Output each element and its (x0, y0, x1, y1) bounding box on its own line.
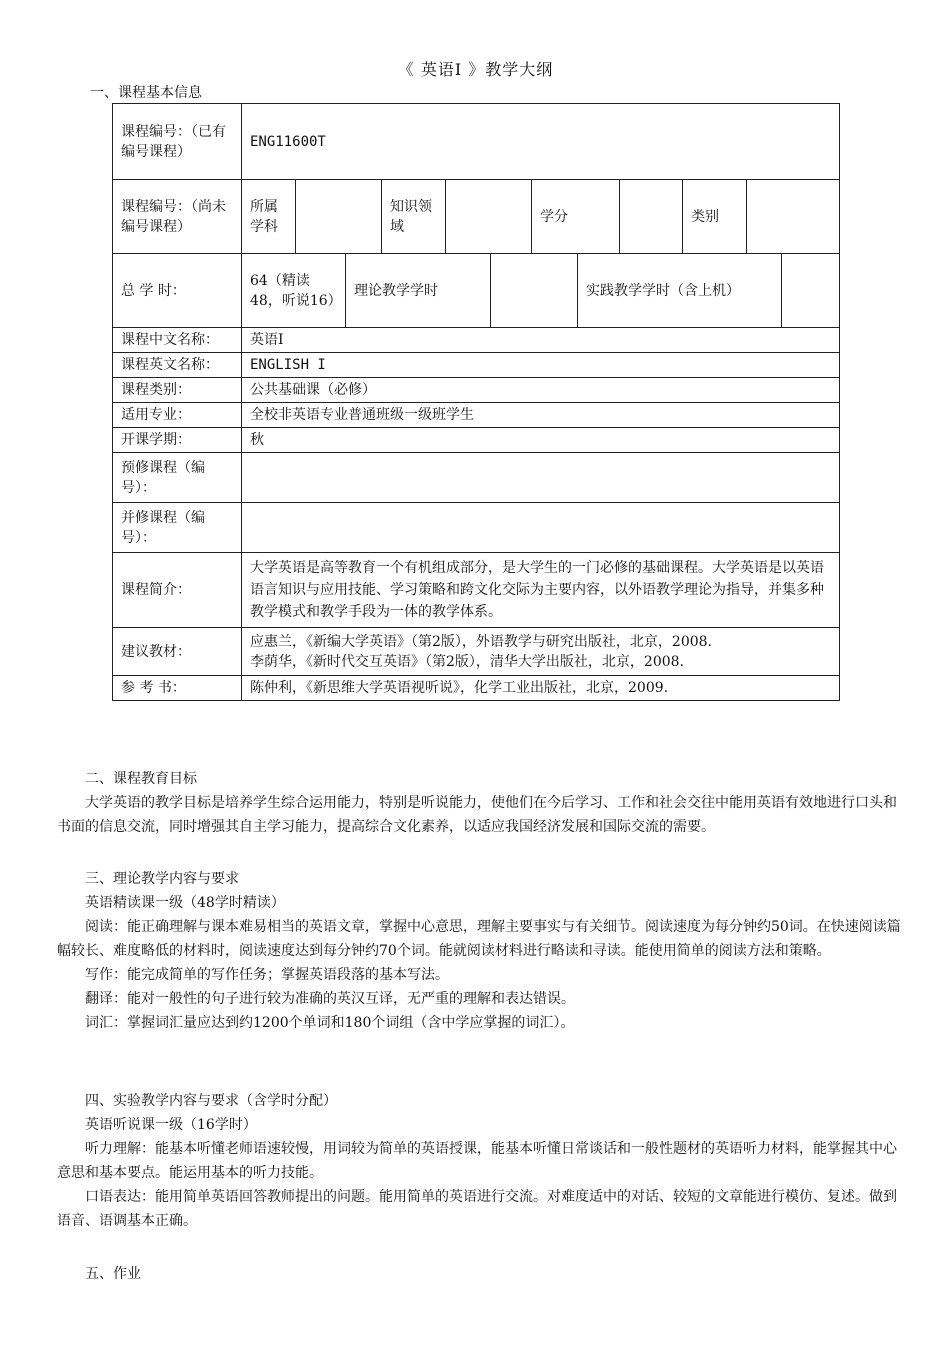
section-3-vocab: 词汇：掌握词汇量应达到约1200个单词和180个词组（含中学应掌握的词汇）。 (85, 1015, 575, 1031)
major-label: 适用专业： (113, 403, 242, 428)
practice-value (782, 254, 840, 327)
en-name-value: ENGLISH I (242, 353, 840, 378)
code-new-row (242, 180, 840, 254)
page-title: 《 英语I 》教学大纲 (397, 60, 554, 79)
section-1-heading: 一、课程基本信息 (90, 85, 202, 101)
category-label: 课程类别： (113, 378, 242, 403)
section-4-speaking: 口语表达：能用简单英语回答教师提出的问题。能用简单的英语进行交流。对难度适中的对话、较短的文章能进行模仿、复述。做到语音、语调基本正确。 (57, 1189, 897, 1229)
credit-label: 学分 (532, 180, 620, 253)
section-2-body: 大学英语的教学目标是培养学生综合运用能力，特别是听说能力，使他们在今后学习、工作和社会交往中能用英语有效地进行口头和书面的信息交流，同时增强其自主学习能力，提高综合文化素养，以适应我国经济发展和国际交流的需要。 (57, 795, 897, 835)
type-value (747, 180, 840, 253)
intro-label: 课程简介： (113, 553, 242, 628)
theory-label: 理论教学学时 (346, 254, 491, 327)
category-value: 公共基础课（必修） (242, 378, 840, 403)
credit-value (620, 180, 683, 253)
major-value: 全校非英语专业普通班级一级班学生 (242, 403, 840, 428)
intro-value: 大学英语是高等教育一个有机组成部分，是大学生的一门必修的基础课程。大学英语是以英语语言知识与应用技能、学习策略和跨文化交际为主要内容，以外语教学理论为指导，并集多种教学模式和教学手段为一体的教学体系。 (242, 553, 840, 628)
textbook-label: 建议教材： (113, 628, 242, 676)
dept-value (296, 180, 382, 253)
coreq-value (242, 503, 840, 553)
ref-value: 陈仲利，《新思维大学英语视听说》，化学工业出版社，北京，2009. (242, 676, 840, 701)
term-value: 秋 (242, 428, 840, 453)
section-2-heading: 二、课程教育目标 (85, 771, 197, 787)
hours-row (242, 254, 840, 328)
theory-value (491, 254, 578, 327)
textbook-2: 李荫华，《新时代交互英语》（第2版），清华大学出版社，北京，2008. (250, 653, 684, 670)
code-existing-value: ENG11600T (242, 104, 840, 180)
en-name-label: 课程英文名称： (113, 353, 242, 378)
section-3-heading: 三、理论教学内容与要求 (85, 871, 239, 887)
cn-name-value: 英语I (242, 328, 840, 353)
code-existing-label: 课程编号：（已有编号课程） (113, 104, 242, 180)
term-label: 开课学期： (113, 428, 242, 453)
section-3-reading: 阅读：能正确理解与课本难易相当的英语文章，掌握中心意思，理解主要事实与有关细节。阅读速度为每分钟约50词。在快速阅读篇幅较长、难度略低的材料时，阅读速度达到每分钟约70个词。能就阅读材料进行略读和寻读。能使用简单的阅读方法和策略。 (57, 919, 901, 959)
section-4 (57, 1089, 902, 1233)
dept-label: 所属学科 (250, 198, 278, 235)
section-3-translation: 翻译：能对一般性的句子进行较为准确的英汉互译，无严重的理解和表达错误。 (85, 991, 575, 1007)
cn-name-label: 课程中文名称： (113, 328, 242, 353)
practice-label: 实践教学学时（含上机） (578, 254, 782, 327)
section-4-heading: 四、实验教学内容与要求（含学时分配） (85, 1093, 337, 1109)
course-info-table (112, 103, 840, 701)
section-3-writing: 写作：能完成简单的写作任务；掌握英语段落的基本写法。 (85, 967, 449, 983)
hours-label: 总 学 时： (113, 254, 242, 328)
section-3 (57, 867, 902, 1035)
section-5-heading: 五、作业 (85, 1266, 141, 1282)
coreq-label: 并修课程（编号）： (113, 503, 242, 553)
code-new-label: 课程编号：（尚未编号课程） (113, 180, 242, 254)
field-label: 知识领域 (382, 180, 446, 253)
field-value (446, 180, 532, 253)
ref-label: 参 考 书： (113, 676, 242, 701)
prereq-label: 预修课程（编号）： (113, 453, 242, 503)
textbook-cell (242, 628, 840, 676)
type-label: 类别 (683, 180, 747, 253)
section-2 (57, 767, 902, 839)
prereq-value (242, 453, 840, 503)
hours-value: 64（精读48，听说16） (250, 272, 342, 309)
textbook-1: 应惠兰，《新编大学英语》（第2版），外语教学与研究出版社，北京，2008. (250, 633, 712, 650)
section-5 (57, 1262, 902, 1286)
section-4-sub: 英语听说课一级（16学时） (85, 1117, 257, 1133)
section-3-sub: 英语精读课一级（48学时精读） (85, 895, 285, 911)
section-4-listening: 听力理解：能基本听懂老师语速较慢，用词较为简单的英语授课，能基本听懂日常谈话和一般性题材的英语听力材料，能掌握其中心意思和基本要点。能运用基本的听力技能。 (57, 1141, 897, 1181)
